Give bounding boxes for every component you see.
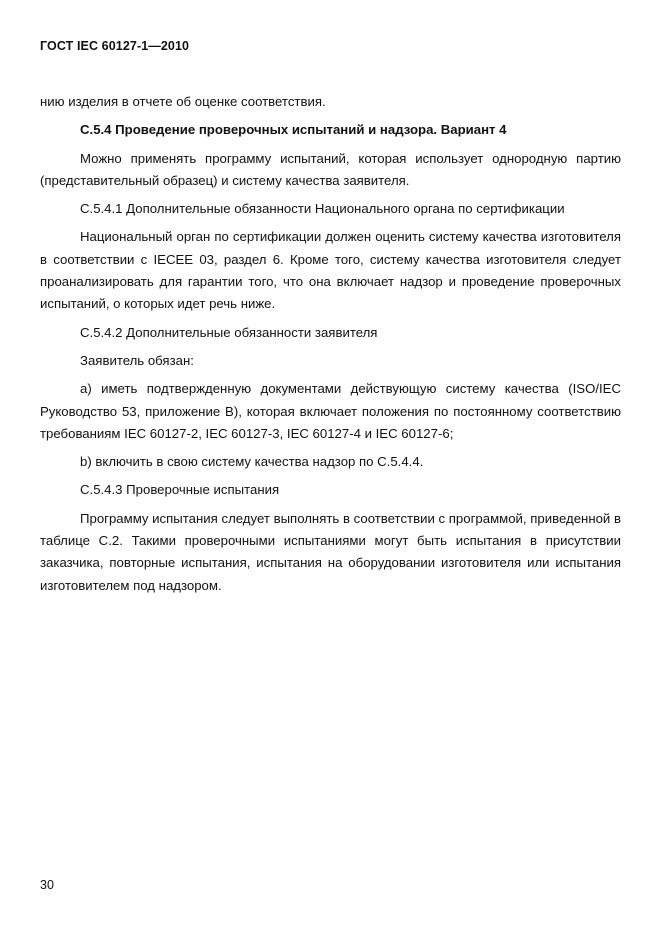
subsection-heading-c541: С.5.4.1 Дополнительные обязанности Национального органа по сертификации: [80, 201, 565, 217]
paragraph-national-body: Национальный орган по сертификации должен оценить систему качества изготовителя в соответствии с IECEE 03, раздел 6. Кроме того, систему качества изготовителя следует проанализировать для гарантии того, что она включает надзор и проведение проверочных испытаний, о которых идет речь ниже.: [40, 229, 621, 312]
list-item-a: a) иметь подтвержденную документами действующую систему качества (ISO/IEC Руководство 53, приложение В), которая включает положения по постоянному соответствию требованиям IEC 60127-2, IEC 60127-3, IEC 60127-4 и IEC 60127-6;: [40, 381, 621, 441]
paragraph-applicant-obliged: Заявитель обязан:: [80, 352, 194, 368]
paragraph-continuation: нию изделия в отчете об оценке соответствия.: [40, 94, 326, 109]
subsection-heading-c543: С.5.4.3 Проверочные испытания: [80, 482, 280, 498]
paragraph-test-program: Можно применять программу испытаний, которая использует однородную партию (представительный образец) и систему качества заявителя.: [40, 150, 621, 188]
paragraph-test-execution: Программу испытания следует выполнять в соответствии с программой, приведенной в таблице С.2. Такими проверочными испытаниями могут быть испытания в присутствии заказчика, повторные испытания, испытания на оборудовании изготовителя или испытания изготовителем под надзором.: [40, 510, 621, 593]
section-heading-c54: С.5.4 Проведение проверочных испытаний и надзора. Вариант 4: [80, 122, 507, 138]
list-item-b: b) включить в свою систему качества надзор по С.5.4.4.: [80, 454, 424, 470]
page-body: [40, 91, 621, 597]
page-number: 30: [40, 878, 54, 892]
subsection-heading-c542: С.5.4.2 Дополнительные обязанности заявителя: [80, 324, 378, 340]
document-header: ГОСТ IEC 60127-1—2010: [40, 39, 190, 53]
